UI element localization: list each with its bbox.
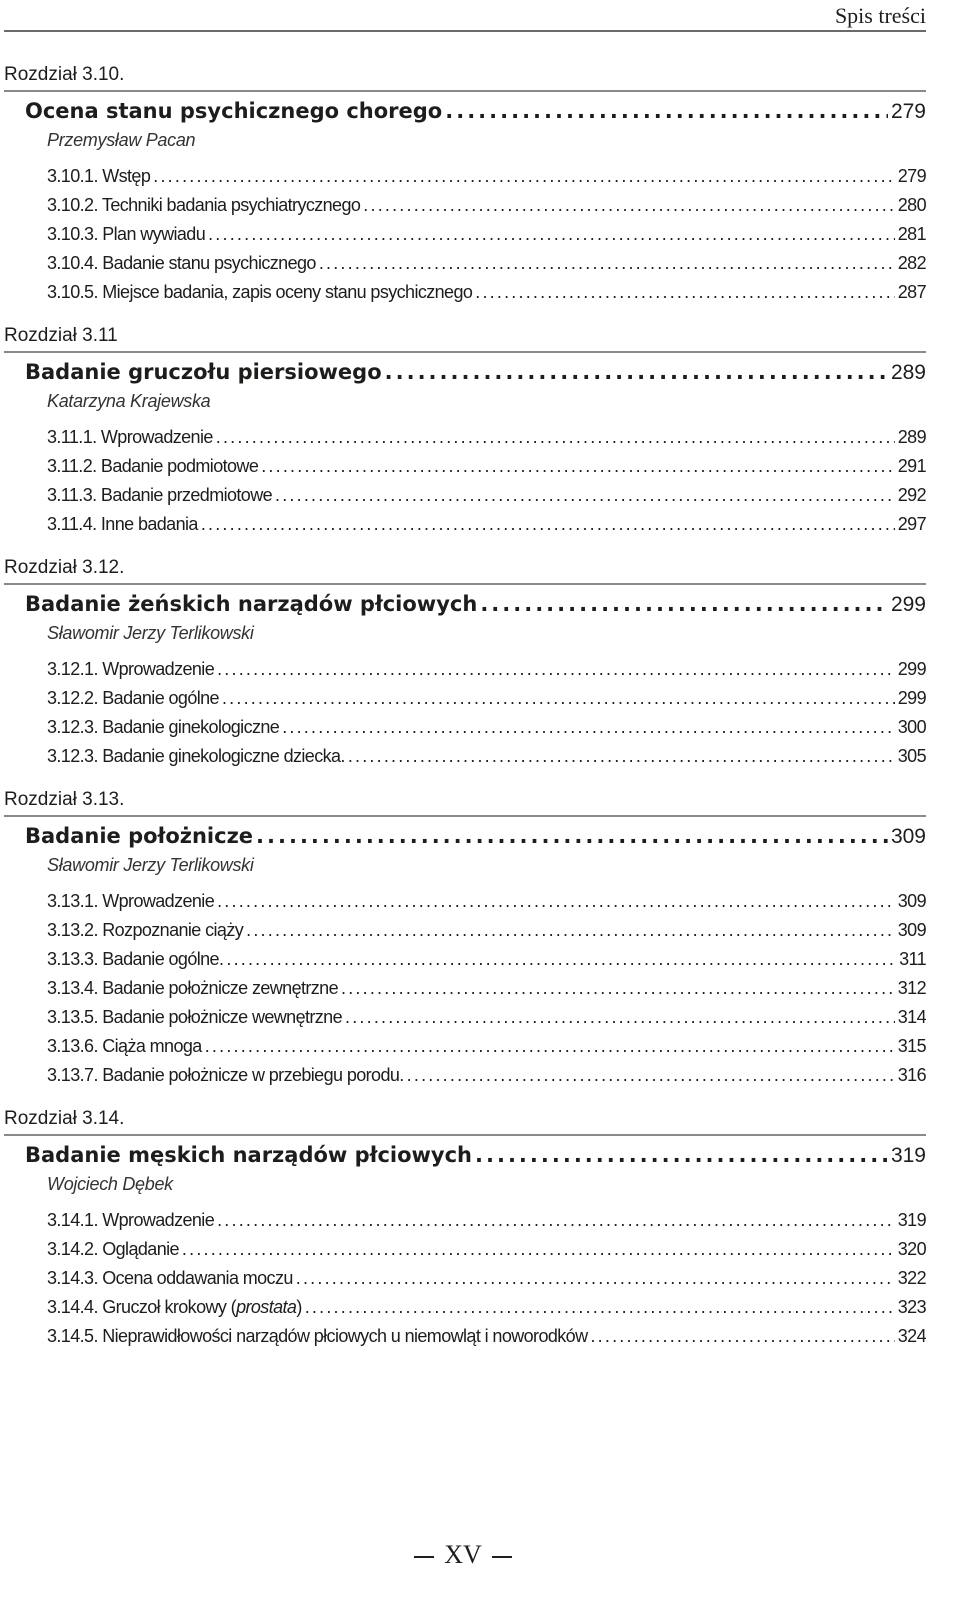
dot-leader	[217, 655, 895, 684]
chapter-label: Rozdział 3.12.	[4, 553, 926, 585]
dot-leader	[590, 1322, 894, 1351]
chapter-author: Sławomir Jerzy Terlikowski	[47, 623, 254, 643]
chapter-title: Badanie gruczołu piersiowego	[25, 360, 382, 384]
entry-title: 3.13.5. Badanie położnicze wewnętrzne	[47, 1007, 343, 1027]
entry-title: 3.12.1. Wprowadzenie	[47, 659, 215, 679]
chapter-author: Katarzyna Krajewska	[47, 391, 211, 411]
footer-dash	[414, 1556, 434, 1558]
dot-leader	[407, 1061, 895, 1090]
entry-page: 299	[897, 688, 926, 708]
toc-entry[interactable]	[47, 1322, 926, 1351]
toc-entry[interactable]	[47, 1264, 926, 1293]
dot-leader	[205, 1032, 895, 1061]
chapter-page: 299	[890, 593, 926, 616]
dot-leader	[445, 96, 888, 126]
toc-entry[interactable]	[47, 220, 926, 249]
chapter-label: Rozdział 3.14.	[4, 1104, 926, 1136]
dot-leader	[208, 220, 895, 249]
toc-entry[interactable]	[47, 510, 926, 539]
entry-page: 305	[897, 746, 926, 766]
chapter-page: 309	[890, 825, 926, 848]
entry-page: 316	[897, 1065, 926, 1085]
chapter-author: Przemysław Pacan	[47, 130, 196, 150]
entry-title: 3.11.2. Badanie podmiotowe	[47, 456, 259, 476]
entry-page: 297	[897, 514, 926, 534]
entry-page: 287	[897, 282, 926, 302]
dot-leader	[348, 742, 895, 771]
chapter-title: Badanie położnicze	[25, 824, 254, 848]
toc-entry[interactable]	[47, 481, 926, 510]
entry-page: 312	[897, 978, 926, 998]
entry-page: 299	[897, 659, 926, 679]
chapter-label: Rozdział 3.13.	[4, 785, 926, 817]
entry-title-part: 3.14.4. Gruczoł krokowy (	[47, 1297, 237, 1317]
entry-title: 3.10.5. Miejsce badania, zapis oceny stanu psychicznego	[47, 282, 473, 302]
entry-title: 3.13.6. Ciąża mnoga	[47, 1036, 202, 1056]
toc-entry[interactable]	[47, 191, 926, 220]
toc-entry[interactable]	[47, 742, 926, 771]
dot-leader	[216, 423, 895, 452]
toc-entry[interactable]	[47, 1032, 926, 1061]
entry-title: 3.10.3. Plan wywiadu	[47, 224, 206, 244]
chapter-3-12	[4, 553, 926, 785]
toc-entry[interactable]	[47, 655, 926, 684]
entry-title: 3.13.7. Badanie położnicze w przebiegu porodu.	[47, 1065, 404, 1085]
chapter-title: Badanie żeńskich narządów płciowych	[25, 592, 478, 616]
page-number: XV	[444, 1540, 482, 1569]
entry-title: 3.13.3. Badanie ogólne.	[47, 949, 224, 969]
dot-leader	[305, 1293, 895, 1322]
chapter-author: Sławomir Jerzy Terlikowski	[47, 855, 254, 875]
entry-page: 319	[897, 1210, 926, 1230]
entry-title-italic: prostata	[236, 1297, 297, 1317]
entry-page: 315	[897, 1036, 926, 1056]
dot-leader	[246, 916, 895, 945]
entry-title: 3.14.5. Nieprawidłowości narządów płciowych u niemowląt i noworodków	[47, 1326, 588, 1346]
toc-entry[interactable]	[47, 713, 926, 742]
entry-title: 3.11.3. Badanie przedmiotowe	[47, 485, 273, 505]
entry-page: 323	[897, 1297, 926, 1317]
dot-leader	[480, 589, 888, 619]
toc-entry[interactable]	[47, 423, 926, 452]
entry-title	[47, 1293, 302, 1322]
toc-entry[interactable]	[47, 916, 926, 945]
chapter-title: Ocena stanu psychicznego chorego	[25, 99, 443, 123]
dot-leader	[319, 249, 895, 278]
entry-title: 3.13.2. Rozpoznanie ciąży	[47, 920, 244, 940]
dot-leader	[261, 452, 895, 481]
entry-page: 292	[897, 485, 926, 505]
entry-page: 300	[897, 717, 926, 737]
entry-page: 322	[897, 1268, 926, 1288]
entry-title: 3.12.3. Badanie ginekologiczne	[47, 717, 280, 737]
dot-leader	[182, 1235, 895, 1264]
toc-entry[interactable]	[47, 1235, 926, 1264]
toc-entry[interactable]	[47, 249, 926, 278]
entry-title: 3.13.1. Wprowadzenie	[47, 891, 215, 911]
dot-leader	[385, 357, 888, 387]
footer-dash	[492, 1556, 512, 1558]
entry-title: 3.12.2. Badanie ogólne	[47, 688, 219, 708]
dot-leader	[217, 887, 895, 916]
chapter-3-14	[4, 1104, 926, 1351]
toc-entry[interactable]	[47, 974, 926, 1003]
chapter-page: 289	[890, 361, 926, 384]
page-header	[4, 0, 926, 32]
entry-title: 3.10.1. Wstęp	[47, 166, 151, 186]
entry-title: 3.11.4. Inne badania	[47, 514, 198, 534]
page-footer	[0, 1540, 926, 1570]
dot-leader	[256, 821, 888, 851]
dot-leader	[296, 1264, 895, 1293]
toc-entry[interactable]	[47, 1061, 926, 1090]
entry-page: 282	[897, 253, 926, 273]
toc-entry[interactable]	[47, 162, 926, 191]
dot-leader	[341, 974, 895, 1003]
chapter-title-row[interactable]	[25, 589, 926, 619]
chapter-title-row[interactable]	[25, 357, 926, 387]
entry-page: 281	[897, 224, 926, 244]
chapter-title: Badanie męskich narządów płciowych	[25, 1143, 473, 1167]
chapter-page: 319	[890, 1144, 926, 1167]
chapter-author: Wojciech Dębek	[47, 1174, 173, 1194]
entry-page: 314	[897, 1007, 926, 1027]
dot-leader	[226, 945, 896, 974]
toc-entry[interactable]	[47, 684, 926, 713]
toc-entry[interactable]	[47, 278, 926, 307]
dot-leader	[475, 278, 894, 307]
chapter-label: Rozdział 3.11	[4, 321, 926, 353]
entry-page: 291	[897, 456, 926, 476]
chapter-title-row[interactable]	[25, 1140, 926, 1170]
entry-page: 309	[897, 891, 926, 911]
toc-entry[interactable]	[47, 945, 926, 974]
entry-title-part: )	[296, 1297, 302, 1317]
chapter-3-13	[4, 785, 926, 1104]
dot-leader	[201, 510, 895, 539]
dot-leader	[217, 1206, 895, 1235]
entry-title: 3.13.4. Badanie położnicze zewnętrzne	[47, 978, 339, 998]
entry-title: 3.14.2. Oglądanie	[47, 1239, 179, 1259]
entry-page: 320	[897, 1239, 926, 1259]
chapter-3-11	[4, 321, 926, 553]
entry-page: 279	[897, 166, 926, 186]
entry-page: 311	[899, 949, 926, 969]
header-title: Spis treści	[834, 3, 926, 28]
toc-entry[interactable]	[47, 452, 926, 481]
entry-title: 3.11.1. Wprowadzenie	[47, 427, 213, 447]
entry-page: 289	[897, 427, 926, 447]
toc-entry[interactable]	[47, 1293, 926, 1322]
chapter-title-row[interactable]	[25, 821, 926, 851]
dot-leader	[275, 481, 895, 510]
entry-title: 3.14.1. Wprowadzenie	[47, 1210, 215, 1230]
entry-title: 3.10.2. Techniki badania psychiatrycznego	[47, 195, 361, 215]
dot-leader	[222, 684, 895, 713]
toc-entry[interactable]	[47, 1206, 926, 1235]
dot-leader	[363, 191, 894, 220]
dot-leader	[282, 713, 895, 742]
entry-page: 324	[897, 1326, 926, 1346]
entry-page: 280	[897, 195, 926, 215]
entry-page: 309	[897, 920, 926, 940]
toc-entry[interactable]	[47, 887, 926, 916]
dot-leader	[475, 1140, 888, 1170]
table-of-contents	[4, 60, 926, 1351]
chapter-label: Rozdział 3.10.	[4, 60, 926, 92]
chapter-page: 279	[890, 100, 926, 123]
toc-entry[interactable]	[47, 1003, 926, 1032]
entry-title: 3.14.3. Ocena oddawania moczu	[47, 1268, 293, 1288]
chapter-title-row[interactable]	[25, 96, 926, 126]
dot-leader	[345, 1003, 895, 1032]
entry-title: 3.10.4. Badanie stanu psychicznego	[47, 253, 316, 273]
entry-title: 3.12.3. Badanie ginekologiczne dziecka.	[47, 746, 345, 766]
chapter-3-10	[4, 60, 926, 321]
dot-leader	[153, 162, 895, 191]
